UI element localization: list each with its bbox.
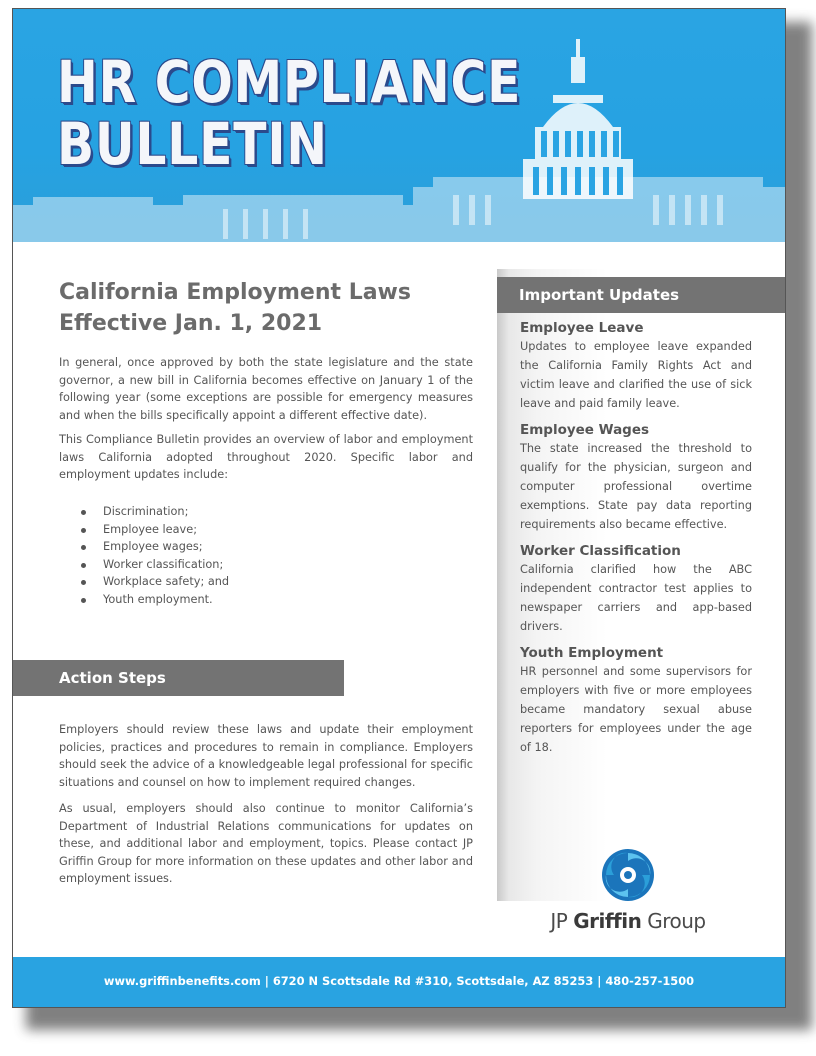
sidebar-item-employee-wages (520, 421, 752, 534)
action-steps-paragraph-2: As usual, employers should also continue to monitor California’s Department of Industrial Relations communications for updates on these, and additional labor and employment, topics. Please contact JP Griffin Group for more information on these updates and other labor and employment issues. (59, 802, 473, 885)
footer-contact-info[interactable]: www.griffinbenefits.com | 6720 N Scottsdale Rd #310, Scottsdale, AZ 85253 | 480-257-1500 (103, 974, 695, 988)
action-steps-header (13, 660, 344, 696)
article-headline-block (59, 277, 473, 339)
logo-text-suffix: Group (641, 909, 706, 933)
swirl-logo-icon (599, 847, 657, 903)
sidebar-item-text: Updates to employee leave expanded the California Family Rights Act and victim leave and clarified the use of sick leave and paid family leave. (520, 340, 752, 410)
list-item: Youth employment. (59, 591, 439, 609)
logo-text-prefix: JP (550, 909, 574, 933)
list-item: Employee wages; (59, 538, 439, 556)
jp-griffin-group-logo[interactable] (543, 847, 713, 947)
article-headline (59, 277, 473, 339)
intro-paragraph: In general, once approved by both the state legislature and the state governor, a new bill in California becomes effective on January 1 of the following year (some exceptions are possible for emergency measures and when the bills specifically appoint a different effective date). (59, 356, 473, 422)
logo-text-bold: Griffin (573, 909, 642, 933)
bulletin-title-line1: HR COMPLIANCE (57, 48, 522, 116)
overview-paragraph: This Compliance Bulletin provides an overview of labor and employment laws California adopted throughout 2020. Specific labor and employment updates include: (59, 433, 473, 481)
list-item: Discrimination; (59, 503, 439, 521)
sidebar-item-text: California clarified how the ABC independent contractor test applies to newspaper carriers and app-based drivers. (520, 563, 752, 633)
important-updates-header (497, 277, 785, 313)
list-item: Employee leave; (59, 521, 439, 539)
header-banner (13, 9, 785, 242)
list-item: Workplace safety; and (59, 573, 439, 591)
sidebar-item-heading: Worker Classification (520, 543, 681, 559)
sidebar-item-text: HR personnel and some supervisors for employers with five or more employees became mandatory sexual abuse reporters for employees under the age of 18. (520, 665, 752, 754)
logo-wordmark (543, 909, 713, 933)
sidebar-item-youth-employment (520, 644, 752, 757)
action-steps-paragraph-1: Employers should review these laws and update their employment policies, practices and procedures to remain in compliance. Employers should seek the advice of a knowledgeable legal professional for specific situations and counsel on how to implement required changes. (59, 723, 473, 789)
updates-list (59, 503, 439, 609)
article-headline-line1: California Employment Laws (59, 280, 411, 305)
sidebar-item-heading: Employee Wages (520, 422, 650, 438)
sidebar-item-text: The state increased the threshold to qualify for the physician, surgeon and computer professional overtime exemptions. State pay data reporting requirements also became effective. (520, 442, 752, 531)
sidebar-item-employee-leave (520, 319, 752, 413)
bulletin-title (57, 48, 522, 178)
article-headline-line2: Effective Jan. 1, 2021 (59, 311, 323, 336)
sidebar-item-worker-classification (520, 542, 752, 636)
action-steps-title: Action Steps (59, 669, 166, 687)
list-item: Worker classification; (59, 556, 439, 574)
sidebar-item-heading: Youth Employment (520, 645, 664, 661)
sidebar-item-heading: Employee Leave (520, 320, 644, 336)
footer-bar (13, 957, 785, 1007)
bulletin-page (12, 8, 786, 1008)
bulletin-title-line2: BULLETIN (57, 110, 328, 178)
important-updates-title: Important Updates (519, 286, 680, 304)
